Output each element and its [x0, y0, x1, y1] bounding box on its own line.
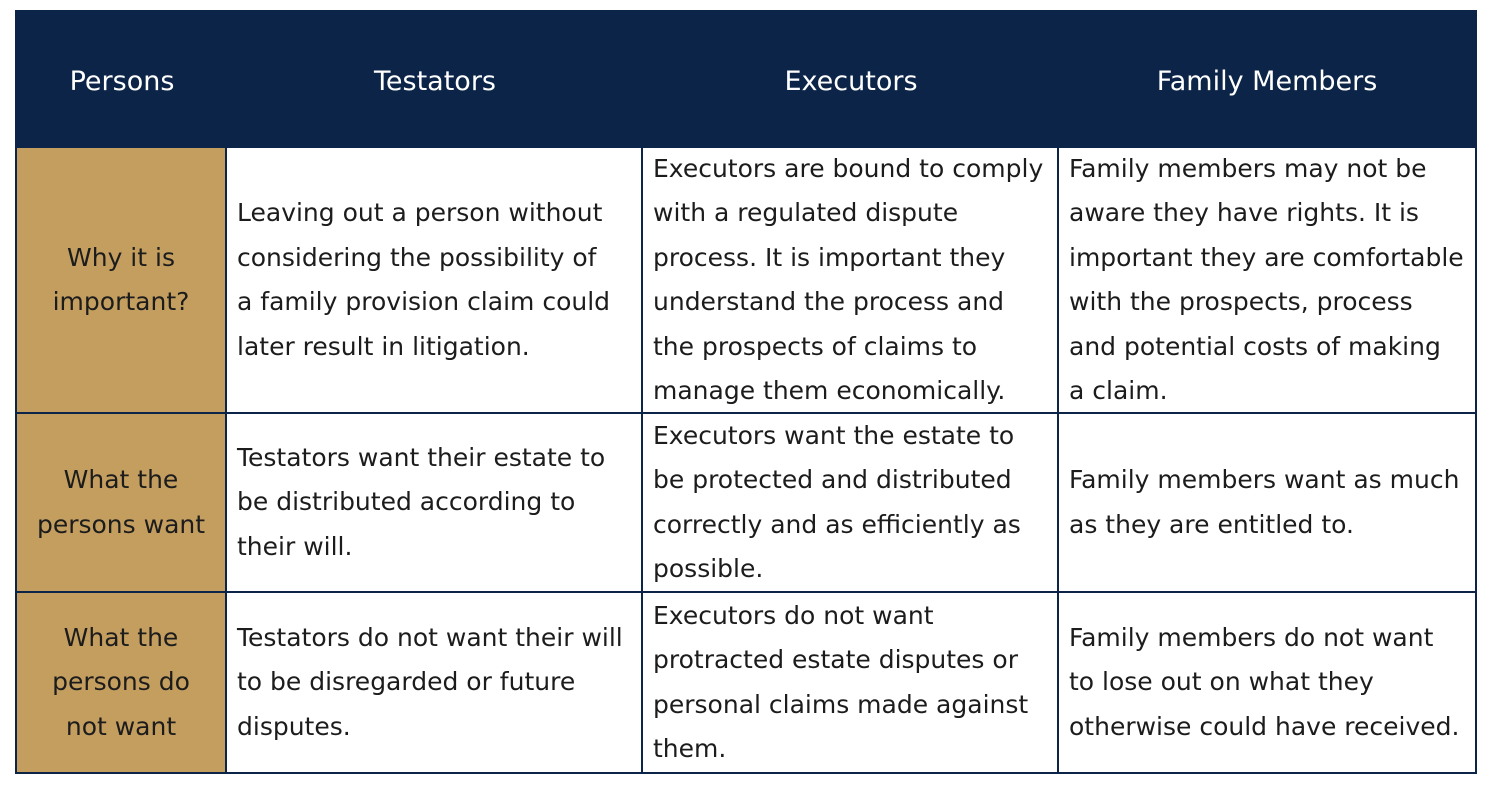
row-header-label: What the persons do not want: [52, 622, 190, 741]
table-cell-executors-not-want: Executors do not want protracted estate disputes or personal claims made against them.: [643, 593, 1059, 772]
table-cell-executors-want: Executors want the estate to be protected and distributed correctly and as efficiently as possible.: [643, 414, 1059, 593]
column-header-executors: Executors: [643, 12, 1059, 148]
row-header-label: What the persons want: [36, 465, 206, 539]
table-cell-testators-not-want: Testators do not want their will to be disregarded or future disputes.: [227, 593, 643, 772]
column-header-family-members: Family Members: [1059, 12, 1475, 148]
table-cell-family-want: Family members want as much as they are entitled to.: [1059, 414, 1475, 593]
row-header-label: Why it is important?: [52, 242, 190, 316]
table-cell-testators-want: Testators want their estate to be distributed according to their will.: [227, 414, 643, 593]
table-cell-testators-why: Leaving out a person without considering the possibility of a family provision claim could later result in litigation.: [227, 148, 643, 414]
table-cell-executors-why: Executors are bound to comply with a regulated dispute process. It is important they understand the process and the prospects of claims to manage them economically.: [643, 148, 1059, 414]
row-header-what-not-want: [17, 593, 227, 772]
column-header-testators: Testators: [227, 12, 643, 148]
row-header-what-want: [17, 414, 227, 593]
comparison-table: [15, 10, 1477, 774]
table-cell-family-why: Family members may not be aware they have rights. It is important they are comfortable with the prospects, process and potential costs of making a claim.: [1059, 148, 1475, 414]
column-header-persons: Persons: [17, 12, 227, 148]
table-cell-family-not-want: Family members do not want to lose out on what they otherwise could have received.: [1069, 622, 1460, 741]
row-header-why-important: [17, 148, 227, 414]
